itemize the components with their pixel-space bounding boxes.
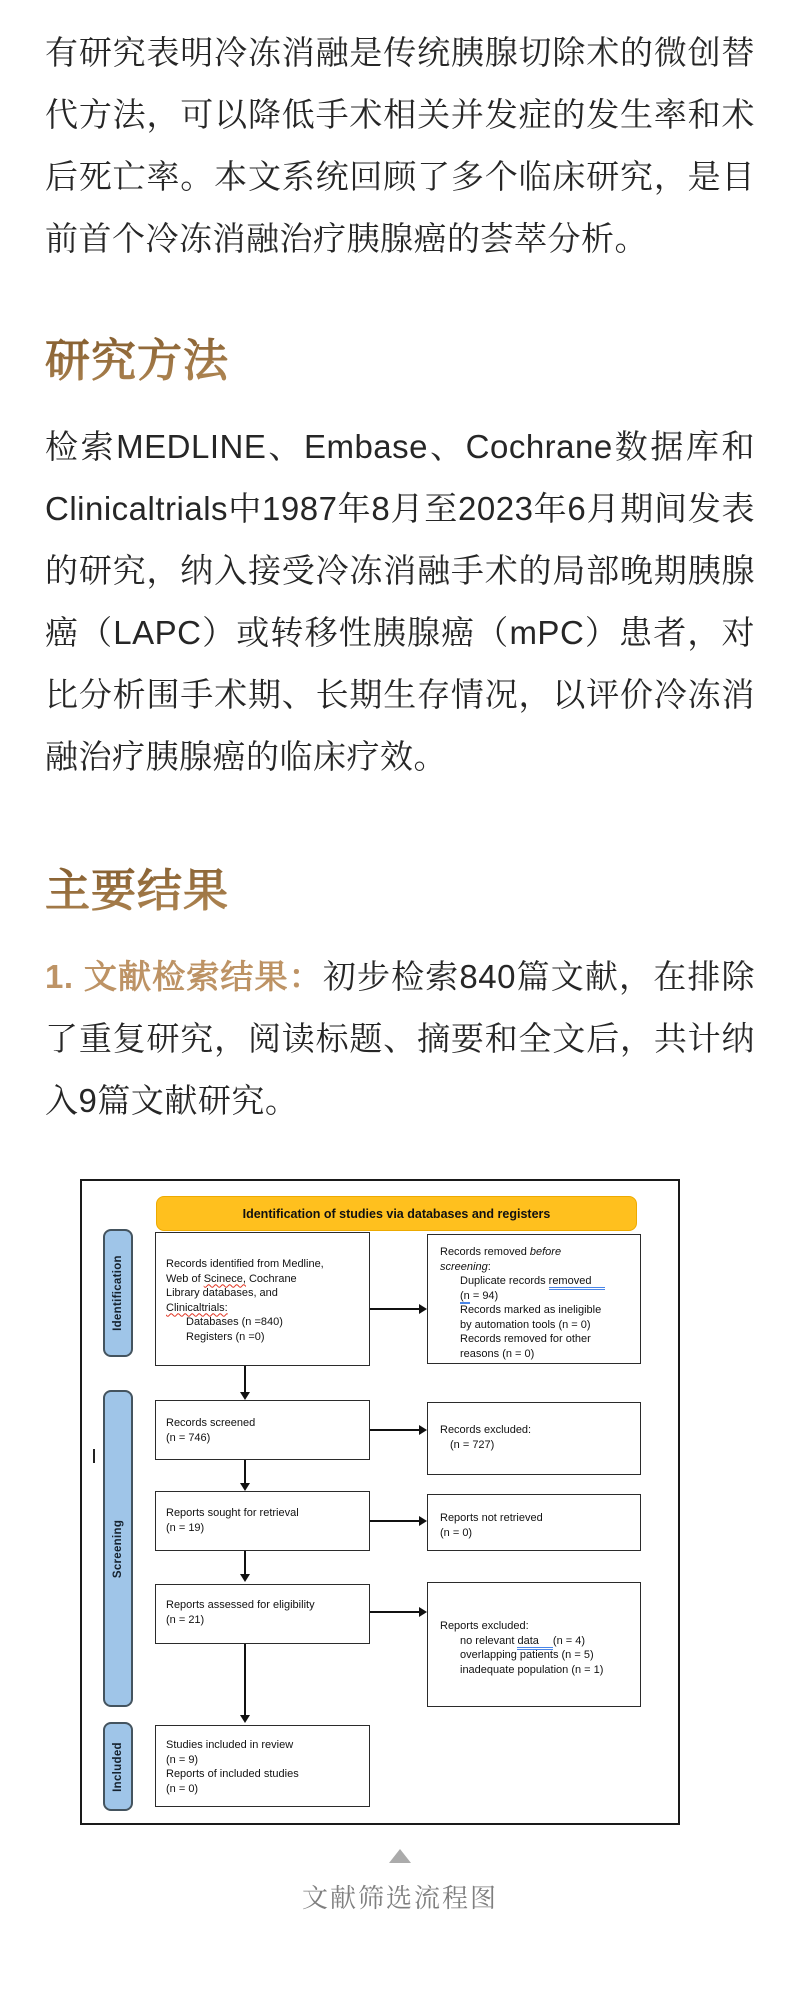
box-reports-not-retrieved: Reports not retrieved (n = 0) xyxy=(427,1494,641,1551)
grammar-underline-data: data xyxy=(517,1635,552,1650)
stage-screening: Screening xyxy=(103,1390,133,1707)
arrow-right-1 xyxy=(370,1308,419,1310)
results-paragraph xyxy=(45,946,755,1132)
box-records-excluded: Records excluded: (n = 727) xyxy=(427,1402,641,1475)
methods-paragraph: 检索MEDLINE、Embase、Cochrane数据库和Clinicaltrials中1987年8月至2023年6月期间发表的研究，纳入接受冷冻消融手术的局部晚期胰腺癌（LAPC）或转移性胰腺癌（mPC）患者，对比分析围手术期、长期生存情况，以评价冷冻消融治疗胰腺癌的临床疗效。 xyxy=(45,428,755,775)
prisma-panel xyxy=(80,1179,680,1825)
result-item-text: 初步检索840篇文献，在排除了重复研究，阅读标题、摘要和全文后，共计纳入9篇文献研究。 xyxy=(45,958,755,1119)
spellcheck-clinicaltrials: Clinicaltrials: xyxy=(166,1301,228,1314)
collapse-triangle-icon xyxy=(389,1849,411,1863)
arrow-right-2 xyxy=(370,1429,419,1431)
box-reports-assessed: Reports assessed for eligibility (n = 21) xyxy=(155,1584,370,1644)
intro-paragraph: 有研究表明冷冻消融是传统胰腺切除术的微创替代方法，可以降低手术相关并发症的发生率和术后死亡率。本文系统回顾了多个临床研究，是目前首个冷冻消融治疗胰腺癌的荟萃分析。 xyxy=(45,34,755,257)
text-cursor xyxy=(93,1449,95,1463)
box-studies-included: Studies included in review (n = 9) Reports of included studies (n = 0) xyxy=(155,1725,370,1807)
result-item-lead: 1. 文献检索结果： xyxy=(45,958,323,995)
arrow-down-3 xyxy=(244,1551,246,1574)
box-records-identified: Records identified from Medline, Web of Scinece, Cochrane Library databases, and Clinicaltrials: Databases (n =840) Registers (n =0) xyxy=(155,1232,370,1366)
figure-caption: 文献筛选流程图 xyxy=(301,1883,498,1913)
stage-included: Included xyxy=(103,1722,133,1811)
stage-identification: Identification xyxy=(103,1229,133,1357)
arrow-down-4 xyxy=(244,1644,246,1715)
box-reports-sought: Reports sought for retrieval (n = 19) xyxy=(155,1491,370,1551)
section-title-methods: 研究方法 xyxy=(45,336,755,386)
spellcheck-scinece: Scinece, xyxy=(203,1272,246,1285)
box-records-screened: Records screened (n = 746) xyxy=(155,1400,370,1460)
article-body xyxy=(0,22,800,1915)
arrow-right-4 xyxy=(370,1611,419,1613)
arrow-down-2 xyxy=(244,1460,246,1483)
grammar-underline-removed: removed xyxy=(549,1275,606,1290)
prisma-header-bar: Identification of studies via databases and registers xyxy=(156,1196,637,1231)
prisma-flow-diagram-image[interactable] xyxy=(80,1179,755,1825)
box-reports-excluded: Reports excluded: no relevant data (n = 4) overlapping patients (n = 5) inadequate population (n = 1) xyxy=(427,1582,641,1707)
arrow-down-1 xyxy=(244,1366,246,1392)
figure-caption-block xyxy=(45,1849,755,1915)
box-records-removed: Records removed before screening: Duplicate records removed (n = 94) Records marked as ineligible by automation tools (n = 0) Records removed for other reasons (n = 0) xyxy=(427,1234,641,1364)
arrow-right-3 xyxy=(370,1520,419,1522)
section-title-results: 主要结果 xyxy=(45,866,755,916)
